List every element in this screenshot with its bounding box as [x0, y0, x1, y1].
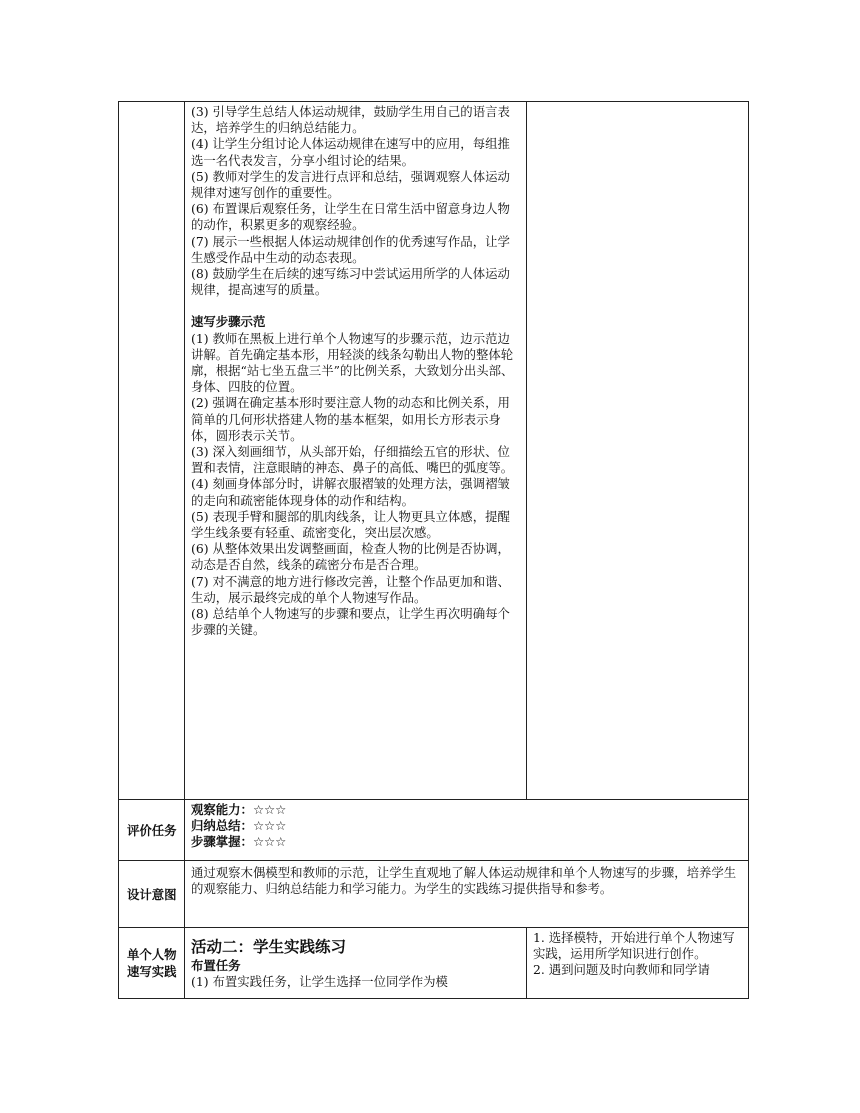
process-item: (6) 布置课后观察任务，让学生在日常生活中留意身边人物的动作，积累更多的观察经验。: [191, 201, 510, 233]
lesson-plan-table: [118, 101, 749, 999]
evaluation-item: 步骤掌握：☆☆☆: [191, 834, 287, 850]
practice-label: 单个人物速写实践: [119, 928, 185, 999]
process-label-cell: [119, 102, 185, 800]
process-item: (7) 展示一些根据人体运动规律创作的优秀速写作品，让学生感受作品中生动的动态表现。: [191, 233, 510, 265]
evaluation-row: [119, 800, 749, 861]
practice-student-cell: [527, 928, 749, 999]
process-item: (5) 教师对学生的发言进行点评和总结，强调观察人体运动规律对速写创作的重要性。: [191, 168, 510, 201]
evaluation-item: 归纳总结：☆☆☆: [191, 818, 287, 834]
practice-row: [119, 928, 749, 999]
demo-item: (6) 从整体效果出发调整画面，检查人物的比例是否协调，动态是否自然，线条的疏密分布是否合理。: [191, 541, 510, 573]
activity-title: 活动二：学生实践练习: [191, 938, 347, 956]
demo-heading: 速写步骤示范: [191, 314, 266, 330]
teacher-activity-cell: [185, 102, 527, 800]
process-item: (3) 引导学生总结人体运动规律，鼓励学生用自己的语言表达，培养学生的归纳总结能力。: [191, 104, 510, 136]
task-item: (1) 布置实践任务，让学生选择一位同学作为模: [191, 974, 448, 990]
demo-item: (4) 刻画身体部分时，讲解衣服褶皱的处理方法，强调褶皱的走向和疏密能体现身体的动作和结构。: [191, 476, 510, 508]
student-activity-cell: [527, 102, 749, 800]
task-heading: 布置任务: [191, 958, 241, 973]
evaluation-content: [185, 800, 749, 861]
demo-item: (3) 深入刻画细节，从头部开始，仔细描绘五官的形状、位置和表情，注意眼睛的神态、鼻子的高低、嘴巴的弧度等。: [191, 444, 514, 476]
demo-item: (5) 表现手臂和腿部的肌肉线条，让人物更具立体感，提醒学生线条要有轻重、疏密变化，突出层次感。: [191, 508, 510, 541]
student-item: 1. 选择模特，开始进行单个人物速写实践，运用所学知识进行创作。: [533, 930, 735, 962]
design-intent-label: 设计意图: [119, 861, 185, 928]
lesson-plan-page: [118, 101, 742, 999]
demo-item: (2) 强调在确定基本形时要注意人物的动态和比例关系，用简单的几何形状搭建人物的基本框架，如用长方形表示身体，圆形表示关节。: [191, 395, 510, 443]
demo-item: (8) 总结单个人物速写的步骤和要点，让学生再次明确每个步骤的关键。: [191, 606, 510, 638]
design-intent-paragraph: 通过观察木偶模型和教师的示范，让学生直观地了解人体运动规律和单个人物速写的步骤，培养学生的观察能力、归纳总结能力和学习能力。为学生的实践练习提供指导和参考。: [191, 865, 737, 897]
process-item: (4) 让学生分组讨论人体运动规律在速写中的应用，每组推选一名代表发言，分享小组讨论的结果。: [191, 136, 510, 168]
student-item: 2. 遇到问题及时向教师和同学请: [533, 962, 710, 978]
practice-teacher-cell: [185, 928, 527, 999]
design-intent-row: [119, 861, 749, 928]
evaluation-item: 观察能力：☆☆☆: [191, 802, 287, 817]
demo-item: (1) 教师在黑板上进行单个人物速写的步骤示范，边示范边讲解。首先确定基本形，用轻淡的线条勾勒出人物的整体轮廓，根据“站七坐五盘三半”的比例关系，大致划分出头部、身体、四肢的位置。: [191, 330, 514, 395]
process-row: [119, 102, 749, 800]
demo-item: (7) 对不满意的地方进行修改完善，让整个作品更加和谐、生动，展示最终完成的单个人物速写作品。: [191, 573, 510, 605]
design-intent-text: [185, 861, 749, 928]
process-item: (8) 鼓励学生在后续的速写练习中尝试运用所学的人体运动规律，提高速写的质量。: [191, 266, 510, 298]
evaluation-label: 评价任务: [119, 800, 185, 861]
